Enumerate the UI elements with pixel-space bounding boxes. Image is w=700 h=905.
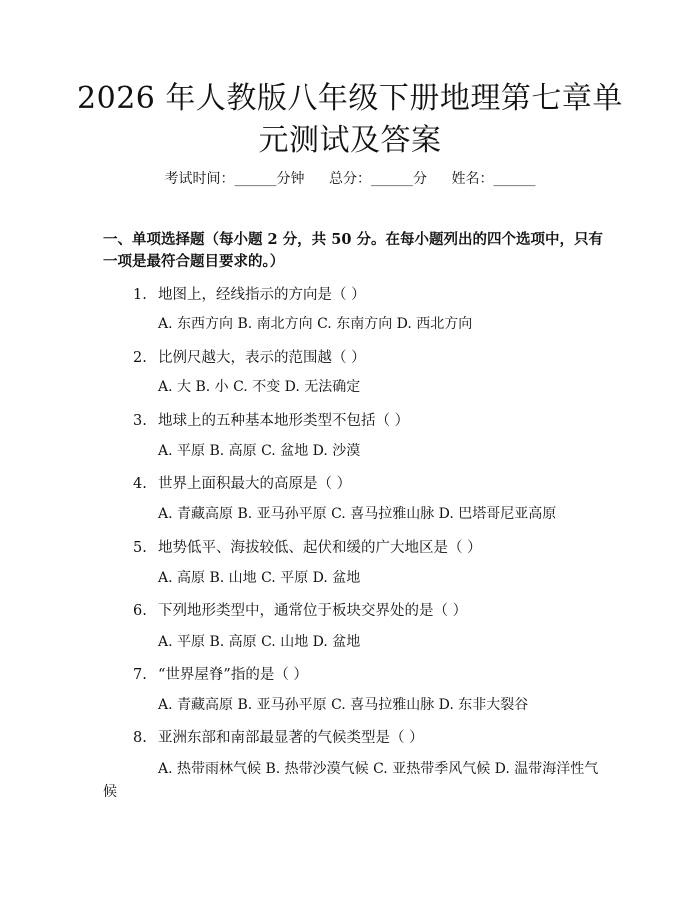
student-name: 姓名：______ [451, 171, 536, 187]
question-5-options: A. 高原 B. 山地 C. 平原 D. 盆地 [158, 570, 361, 586]
question-4-options: A. 青藏高原 B. 亚马孙平原 C. 喜马拉雅山脉 D. 巴塔哥尼亚高原 [158, 506, 557, 522]
question-1-options: A. 东西方向 B. 南北方向 C. 东南方向 D. 西北方向 [158, 316, 473, 332]
question-text: 下列地形类型中，通常位于板块交界处的是（ ） [158, 603, 468, 619]
question-4 [133, 472, 351, 493]
question-6 [133, 599, 467, 620]
question-2-options: A. 大 B. 小 C. 不变 D. 无法确定 [158, 379, 361, 395]
exam-time: 考试时间：______分钟 [164, 171, 305, 187]
question-text: 地图上，经线指示的方向是（ ） [158, 287, 366, 303]
question-6-options: A. 平原 B. 高原 C. 山地 D. 盆地 [158, 634, 361, 650]
question-text: 地势低平、海拔较低、起伏和缓的广大地区是（ ） [158, 540, 482, 556]
question-number: 1. [133, 287, 147, 303]
question-text: “世界屋脊”指的是（ ） [158, 667, 308, 683]
exam-meta [0, 168, 700, 188]
question-number: 2. [133, 350, 147, 366]
question-8 [133, 726, 424, 747]
section-heading: 一、单项选择题（每小题 2 分，共 50 分。在每小题列出的四个选项中，只有一项是最符合题目要求的。） [103, 231, 603, 270]
question-number: 3. [133, 413, 147, 429]
question-8-options: A. 热带雨林气候 B. 热带沙漠气候 C. 亚热带季风气候 D. 温带海洋性气候 [103, 761, 599, 800]
question-2 [133, 346, 366, 367]
question-number: 4. [133, 476, 147, 492]
question-7-options: A. 青藏高原 B. 亚马孙平原 C. 喜马拉雅山脉 D. 东非大裂谷 [158, 697, 529, 713]
question-5 [133, 536, 482, 557]
question-number: 6. [133, 603, 147, 619]
exam-score: 总分：______分 [329, 171, 427, 187]
question-3-options: A. 平原 B. 高原 C. 盆地 D. 沙漠 [158, 443, 361, 459]
question-number: 8. [133, 730, 147, 746]
question-text: 世界上面积最大的高原是（ ） [158, 476, 352, 492]
question-3 [133, 409, 409, 430]
question-text: 比例尺越大，表示的范围越（ ） [158, 350, 366, 366]
question-number: 5. [133, 540, 147, 556]
page-title: 2026 年人教版八年级下册地理第七章单元测试及答案 [77, 81, 623, 158]
question-7 [133, 663, 308, 684]
question-number: 7. [133, 667, 147, 683]
question-1 [133, 283, 366, 304]
question-text: 地球上的五种基本地形类型不包括（ ） [158, 413, 410, 429]
question-text: 亚洲东部和南部最显著的气候类型是（ ） [158, 730, 424, 746]
